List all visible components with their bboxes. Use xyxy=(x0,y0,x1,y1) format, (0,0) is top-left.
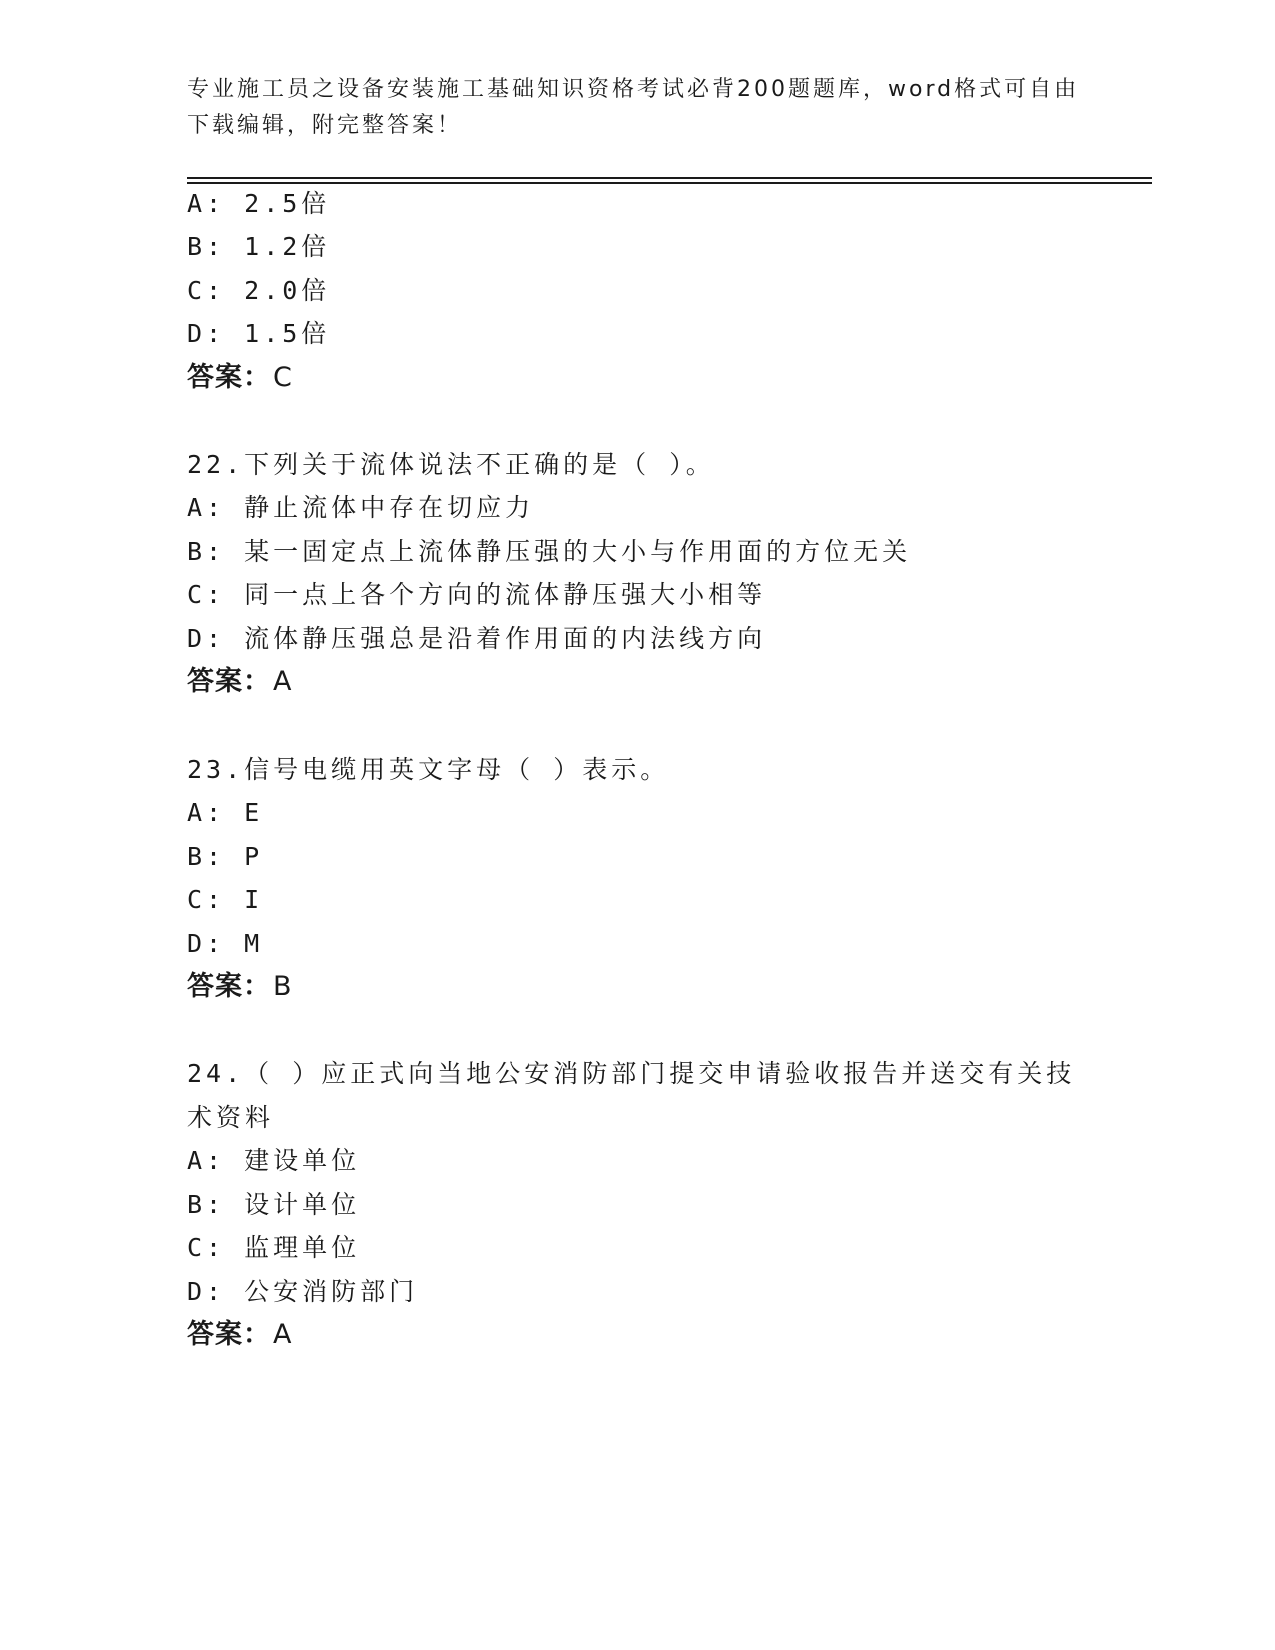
q24-question-line2: 术资料 xyxy=(187,1103,275,1132)
q22-option-b: B: 某一固定点上流体静压强的大小与作用面的方位无关 xyxy=(187,537,912,566)
q23-question: 23.信号电缆用英文字母（ ）表示。 xyxy=(187,755,670,784)
q24-answer-label: 答案： xyxy=(187,1319,271,1350)
q23-option-a: A: E xyxy=(187,798,264,827)
q21-option-a: A: 2.5倍 xyxy=(187,189,331,218)
q22-answer xyxy=(187,666,292,698)
q22-option-c: C: 同一点上各个方向的流体静压强大小相等 xyxy=(187,580,767,609)
q23-answer-value: B xyxy=(273,971,293,1002)
header-divider-bottom xyxy=(187,182,1152,184)
header-divider-top xyxy=(187,177,1152,179)
q22-option-d: D: 流体静压强总是沿着作用面的内法线方向 xyxy=(187,624,767,653)
q24-answer xyxy=(187,1319,292,1351)
q24-option-d: D: 公安消防部门 xyxy=(187,1277,419,1306)
q24-question-line1: 24.（ ）应正式向当地公安消防部门提交申请验收报告并送交有关技 xyxy=(187,1059,1076,1088)
q22-answer-value: A xyxy=(273,666,293,697)
q24-option-c: C: 监理单位 xyxy=(187,1233,361,1262)
q24-answer-value: A xyxy=(273,1319,293,1350)
q23-answer-label: 答案： xyxy=(187,971,271,1002)
q21-option-d: D: 1.5倍 xyxy=(187,319,331,348)
q21-option-c: C: 2.0倍 xyxy=(187,276,331,305)
q23-answer xyxy=(187,971,293,1003)
q22-option-a: A: 静止流体中存在切应力 xyxy=(187,493,535,522)
q21-answer-value: C xyxy=(273,362,293,393)
q24-option-a: A: 建设单位 xyxy=(187,1146,361,1175)
q23-option-c: C: I xyxy=(187,885,264,914)
q22-question: 22.下列关于流体说法不正确的是（ ）。 xyxy=(187,450,715,479)
q23-option-d: D: M xyxy=(187,929,264,958)
q21-answer-label: 答案： xyxy=(187,362,271,393)
q21-answer xyxy=(187,362,293,394)
q21-option-b: B: 1.2倍 xyxy=(187,232,331,261)
document-header: 专业施工员之设备安装施工基础知识资格考试必背200题题库，word格式可自由下载编辑，附完整答案！ xyxy=(187,77,1080,138)
q23-option-b: B: P xyxy=(187,842,264,871)
q22-answer-label: 答案： xyxy=(187,666,271,697)
q24-option-b: B: 设计单位 xyxy=(187,1190,361,1219)
